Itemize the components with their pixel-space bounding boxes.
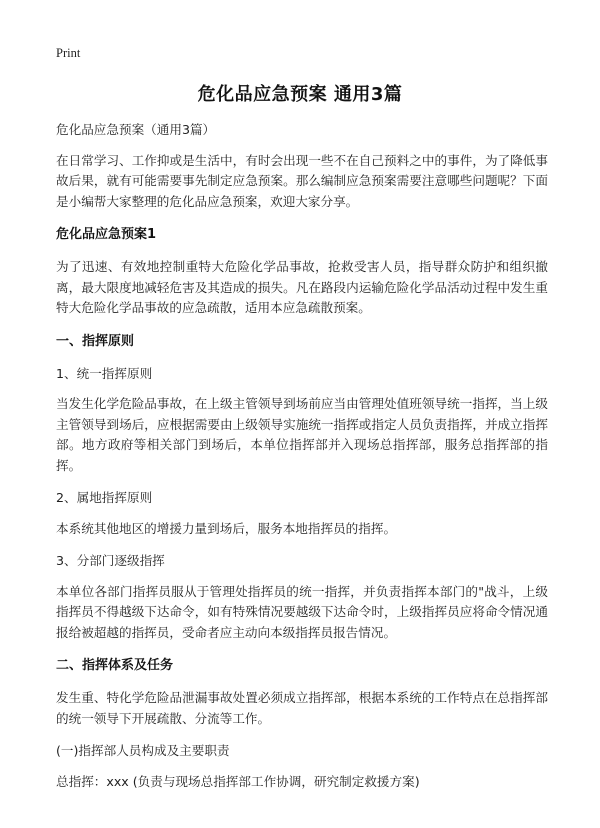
document-title: 危化品应急预案 通用3篇 bbox=[197, 84, 403, 105]
sub-heading-personnel: (一)指挥部人员构成及主要职责 bbox=[56, 743, 230, 758]
commander-line: 总指挥：xxx (负责与现场总指挥部工作协调，研究制定救援方案) bbox=[56, 773, 420, 789]
command-system-body: 发生重、特化学危险品泄漏事故处置必须成立指挥部，根据本系统的工作特点在总指挥部的统一领导下开展疏散、分流等工作。 bbox=[56, 690, 548, 726]
item-1-body: 当发生化学危险品事故，在上级主管领导到场前应当由管理处值班领导统一指挥，当上级主管领导到场后，应根据需要由上级领导实施统一指挥或指定人员负责指挥，并成立指挥部。地方政府等相关部门到场后，本单位指挥部并入现场总指挥部，服务总指挥部的指挥。 bbox=[56, 396, 548, 473]
section1-intro-paragraph: 为了迅速、有效地控制重特大危险化学品事故，抢救受害人员，指导群众防护和组织撤离，最大限度地减轻危害及其造成的损失。凡在路段内运输危险化学品活动过程中发生重特大危险化学品事故的应急疏散，适用本应急疏散预案。 bbox=[56, 259, 548, 315]
item-2-title: 2、属地指挥原则 bbox=[56, 490, 153, 505]
item-2-body: 本系统其他地区的增援力量到场后，服务本地指挥员的指挥。 bbox=[56, 520, 397, 536]
intro-paragraph: 在日常学习、工作抑或是生活中，有时会出现一些不在自己预料之中的事件，为了降低事故后果，就有可能需要事先制定应急预案。那么编制应急预案需要注意哪些问题呢？下面是小编帮大家整理的危化品应急预案，欢迎大家分享。 bbox=[56, 152, 548, 209]
heading-command-principles: 一、指挥原则 bbox=[56, 333, 135, 349]
section-heading-1: 危化品应急预案1 bbox=[56, 227, 157, 242]
item-3-body: 本单位各部门指挥员服从于管理处指挥员的统一指挥，并负责指挥本部门的"战斗，上级指挥员不得越级下达命令，如有特殊情况要越级下达命令时，上级指挥员应将命令情况通报给被超越的指挥员，受命者应主动向本级指挥员报告情况。 bbox=[56, 583, 548, 640]
heading-command-system: 二、指挥体系及任务 bbox=[56, 658, 174, 673]
document-body bbox=[56, 120, 548, 804]
item-3-title: 3、分部门逐级指挥 bbox=[56, 553, 165, 568]
item-1-title: 1、统一指挥原则 bbox=[56, 365, 153, 381]
document-subtitle: 危化品应急预案（通用3篇） bbox=[56, 122, 216, 137]
print-label: Print bbox=[56, 46, 81, 60]
